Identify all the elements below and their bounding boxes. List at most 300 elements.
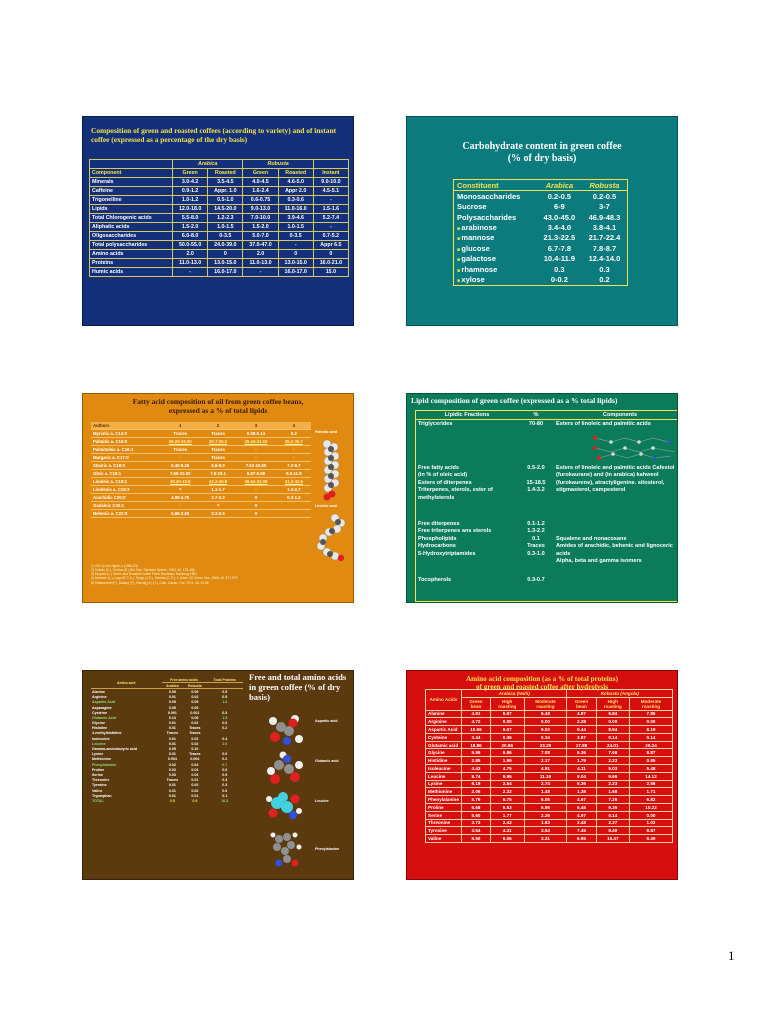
- table-cell: 6.0-8.0: [173, 232, 208, 241]
- hydrolysis-table: Amino Acids Arabica (Haiti) Robusta (Angola) Green bean High roasting Moderate roasting Green bean High roasting Moderate roasting Alanine 4.91 5.97 5.48 4.87 6.84 7.85 Arginine 4.72 0.00 0.00 2.28 0.00 0.00 Aspartic Acid 10.59 9.07 9.02 9.44 8.94 8.19 Cysteine 3.44 0.36 0.34 3.87 0.14 0.14 Glutamic acid 18.86 20.86 23.29 17.88 24.01 29.24 Glycine 5.99 6.86 7.08 6.36 7.68 8.87 Histidine 2.85 1.99 2.17 1.79 2.23 0.85 Isoleucine 4.43 4.75 4.91 4.11 5.03 5.48 Leucine 8.74 9.95 11.19 9.04 9.65 14.12 Lysine 6.19 2.54 2.74 5.36 2.23 2.56 Methionine 2.06 2.32 1.48 1.39 1.68 1.71 Phenylalanine 5.79 6.75 6.05 4.67 7.26 6.82 Proline 6.58 6.53 6.96 6.46 9.35 10.22 Serine 5.60 1.77 2.26 4.97 0.14 0.00 Threonine 3.73 2.43 1.83 3.48 2.37 1.02 Tyrosine 3.54 4.31 3.54 7.45 9.49 8.87 Valine 5.50 6.06 3.31 6.95 10.47 9.49: [425, 689, 673, 843]
- row-label: Cysteine: [92, 710, 107, 715]
- table-cell: 6.75: [491, 796, 524, 804]
- robusta-value: 0.3: [599, 264, 610, 274]
- column-header: 1: [159, 422, 201, 430]
- table-cell: 3.54: [461, 827, 490, 835]
- row-label: Tryptophan: [92, 793, 112, 798]
- table-row: [91, 446, 311, 454]
- table-cell: 5.60: [461, 811, 490, 819]
- lipid-components: Esters of linoleic and palmitic acids Cafestol (furokaurane) and (in arabica) kahweol (furokaurene), atractyligenine. sitosterol, stigmasterol, campesterol: [556, 464, 675, 494]
- table-cell: 0.85: [630, 757, 673, 765]
- table-row: [426, 803, 673, 811]
- table-cell: Appr 2.0: [278, 187, 313, 196]
- row-label: Sucrose: [457, 202, 487, 212]
- row-label: Lysine: [426, 780, 462, 788]
- table-cell: 18.86: [461, 741, 490, 749]
- column-header: Authors: [91, 422, 159, 430]
- table-cell: -: [235, 454, 277, 462]
- table-cell: 14.12: [630, 772, 673, 780]
- table-cell: 0.00: [491, 718, 524, 726]
- table-cell: 16.0-21.0: [313, 259, 348, 268]
- table-row: [91, 510, 311, 518]
- row-label: Stearic a. C18:0: [91, 462, 159, 470]
- table-cell: 0.01: [168, 695, 176, 700]
- row-label: Asparagine: [92, 705, 112, 710]
- table-cell: 1.48: [524, 788, 567, 796]
- table-cell: 3.9-4.6: [278, 214, 313, 223]
- table-cell: 0: [278, 250, 313, 259]
- palmitic-acid-label: Palmitic acid: [315, 430, 337, 434]
- table-cell: 0.01: [168, 726, 176, 731]
- table-cell: 1.5-2.0: [173, 223, 208, 232]
- slide-green-roasted-composition: [82, 116, 354, 326]
- table-cell: 0.5: [222, 689, 228, 694]
- table-row: [91, 470, 311, 478]
- table-cell: 0.8: [192, 798, 198, 803]
- table-cell: 0.00: [630, 811, 673, 819]
- table-row: [91, 454, 311, 462]
- table-cell: 0.65-2.60: [159, 510, 201, 518]
- glutamic-acid-label: Glutamic acid: [315, 759, 339, 763]
- row-label: galactose: [461, 254, 497, 264]
- column-header: Roasted: [278, 169, 313, 178]
- table-cell: 3.73: [461, 819, 490, 827]
- arabica-value: 0-0.2: [550, 274, 568, 284]
- table-row: [426, 718, 673, 726]
- table-cell: 0.34: [524, 733, 567, 741]
- table-cell: 1.39: [567, 788, 596, 796]
- table-cell: 0.08: [191, 715, 199, 720]
- table-cell: 5.79: [461, 796, 490, 804]
- table-cell: -: [159, 454, 201, 462]
- bullet-icon: ■: [457, 277, 462, 284]
- robusta-value: 12.4-14.0: [588, 254, 621, 264]
- table-row: [426, 819, 673, 827]
- table-cell: 3.48: [567, 819, 596, 827]
- table-cell: 16.0-17.0: [278, 268, 313, 277]
- table-cell: 3.54: [524, 827, 567, 835]
- slide1-title: Composition of green and roasted coffees (according to variety) and of instant coffee (expressed as a percentage of the dry basis): [91, 126, 337, 144]
- table-row: [454, 243, 628, 253]
- table-cell: Traces: [201, 454, 235, 462]
- table-cell: 1.6-2.4: [243, 187, 278, 196]
- table-cell: 29.24: [630, 741, 673, 749]
- row-label: Threonine: [426, 819, 462, 827]
- row-label: Isoleucine: [426, 765, 462, 773]
- table-cell: 2.28: [567, 718, 596, 726]
- lipid-percent: 0.3-0.7: [527, 576, 545, 583]
- table-cell: X: [235, 502, 277, 510]
- table-cell: 1.0-1.2: [173, 196, 208, 205]
- row-label: 3-methylhistidine: [92, 731, 122, 736]
- table-cell: 42.2-45.9: [201, 478, 235, 486]
- arabica-value: 6-9: [553, 202, 565, 212]
- table-cell: 4.6-5.0: [278, 178, 313, 187]
- table-cell: 0.3-1.3: [277, 494, 311, 502]
- table-cell: 9.49: [630, 835, 673, 843]
- table-cell: -: [235, 486, 277, 494]
- table-cell: 0.01: [168, 752, 176, 757]
- table-cell: 13.0-15.0: [208, 259, 243, 268]
- arabica-value: 10.4-11.9: [543, 254, 576, 264]
- row-label: Threonine: [92, 778, 110, 783]
- row-label: Glutamic acid: [426, 741, 462, 749]
- table-cell: 4.5-5.1: [313, 187, 348, 196]
- table-cell: ?: [159, 486, 201, 494]
- table-cell: 0.7-5.2: [313, 232, 348, 241]
- table-row: [426, 780, 673, 788]
- table-cell: 0.004: [167, 757, 177, 762]
- table-cell: 2.17: [524, 757, 567, 765]
- table-cell: 15.0: [313, 268, 348, 277]
- table-cell: 0.5: [169, 798, 175, 803]
- linoleic-acid-molecule-icon: [315, 512, 347, 562]
- table-cell: 2.54: [491, 780, 524, 788]
- table-cell: 6.53: [491, 803, 524, 811]
- row-label: Serine: [92, 772, 103, 777]
- table-cell: 8.87-9.58: [235, 470, 277, 478]
- row-label: Tyrosine: [426, 827, 462, 835]
- table-cell: 2.37: [596, 819, 629, 827]
- table-cell: 2.7-3.3: [201, 494, 235, 502]
- table-cell: 9.0-10.0: [313, 178, 348, 187]
- table-cell: 8.74: [461, 772, 490, 780]
- table-cell: 16.0-17.0: [208, 268, 243, 277]
- table-cell: 1.0-1.5: [208, 223, 243, 232]
- table-cell: 5.97: [491, 710, 524, 718]
- row-label: Proline: [92, 767, 105, 772]
- triglyceride-molecule-icon: [591, 432, 678, 464]
- row-label: Lysine: [92, 752, 104, 757]
- row-label: Oleic a. C18:1: [91, 470, 159, 478]
- table-cell: 0.09: [191, 689, 199, 694]
- table-cell: 20.86: [491, 741, 524, 749]
- table-cell: -: [278, 241, 313, 250]
- table-cell: 0.04: [191, 762, 199, 767]
- column-header: 3: [235, 422, 277, 430]
- lipid-components: Squalene and nonacosane Amides of arachidic, behenic and lignoceric acids Alpha, beta and gamma isomers: [556, 535, 673, 565]
- table-row: [91, 462, 311, 470]
- row-label: Total Chlorogenic acids: [90, 214, 173, 223]
- row-label: Phenylalanine: [426, 796, 462, 804]
- table-cell: Traces: [166, 731, 179, 736]
- table-row: [90, 223, 349, 232]
- column-header-row: [90, 169, 349, 178]
- table-cell: 4.91: [461, 710, 490, 718]
- table-cell: 0-3.5: [208, 232, 243, 241]
- table-cell: 5.0-7.0: [243, 232, 278, 241]
- arabica-value: 0.2-0.5: [547, 191, 572, 201]
- table-cell: 0.6-0.75: [243, 196, 278, 205]
- row-label: Aspartic Acid: [92, 700, 116, 705]
- table-row: [90, 268, 349, 277]
- aspartic-acid-label: Aspartic acid: [315, 719, 338, 723]
- lipid-table: Lipidic Fractions % Components Triglycerides 70-80 Esters of linoleic and palmitic acids Free fatty acids (in % of oleic acid) Esters of diterpenes Triterpenes, sterols, ester of methylsterols 0.5-2.0 15-18.5 1.4-3.2 Esters of linoleic and palmitic acids Cafestol (furokaurane) and (in arabica) kahweol (furokaurene), atractyligenine. sitosterol, stigmasterol, campesterol Free diterpenes Free triterpenes ans sterols Phospholipids Hydrocarbons 5-Hydroxytriptamides 0.1-1.2 1.3-2.2 0.1 Traces 0.3-1.0 Squalene and nonacosane Amides of arachidic, behenic and lignoceric acids Alpha, beta and gamma isomers Tocopherols 0.3-0.7: [416, 411, 678, 585]
- table-cell: 0.14: [630, 733, 673, 741]
- table-cell: 0.004: [190, 757, 200, 762]
- bullet-icon: ■: [457, 236, 462, 243]
- table-cell: 0.00: [630, 718, 673, 726]
- table-cell: 5.5-8.0: [173, 214, 208, 223]
- table-cell: 0.02: [168, 762, 176, 767]
- table-cell: 36.64-43.08: [235, 478, 277, 486]
- row-label: glucose: [461, 243, 490, 253]
- table-row: [416, 520, 678, 576]
- table-cell: 0.3: [222, 783, 228, 788]
- table-cell: 1.99: [491, 757, 524, 765]
- table-row: [91, 502, 311, 510]
- column-header: 2: [201, 422, 235, 430]
- table-cell: 8.87: [630, 749, 673, 757]
- table-cell: 0.02: [191, 788, 199, 793]
- table-row: [426, 772, 673, 780]
- carbohydrate-table: [453, 179, 628, 286]
- table-row: [426, 796, 673, 804]
- table-cell: 5.99: [461, 749, 490, 757]
- table-cell: 0.00: [596, 718, 629, 726]
- robusta-value: 0.2: [599, 274, 610, 284]
- slide2-title: Carbohydrate content in green coffee (% of dry basis): [462, 141, 622, 164]
- table-cell: -: [243, 268, 278, 277]
- table-cell: 0.6: [222, 752, 228, 757]
- table-cell: 9.02: [524, 726, 567, 734]
- table-cell: 41.2-42.6: [277, 478, 311, 486]
- bullet-icon: ■: [457, 226, 462, 232]
- robusta-value: 46.9-48.3: [588, 212, 621, 222]
- phenylalanine-molecule-icon: [265, 829, 305, 869]
- table-cell: 7.26: [596, 796, 629, 804]
- table-cell: ?: [201, 502, 235, 510]
- table-cell: 0.3-0.5: [201, 510, 235, 518]
- robusta-value: 3-7: [599, 202, 610, 212]
- reference-item: 4) Hartman (L.), Lago (R.C.A.), Tango (J.S.), Teixeira (C.G.), J. Amer. Oil Chem. Soc. 1968, 45, 577-579: [91, 576, 238, 581]
- table-cell: Traces: [201, 430, 235, 438]
- row-label: Proteins: [90, 259, 173, 268]
- table-cell: 0.08-0.14: [235, 430, 277, 438]
- table-cell: 12.0-18.0: [173, 205, 208, 214]
- lipid-components: [554, 576, 678, 586]
- linoleic-acid-label: Linoleic acid: [315, 504, 337, 508]
- column-header: Component: [90, 169, 173, 178]
- table-cell: 2.26: [524, 811, 567, 819]
- palmitic-acid-molecule-icon: [319, 438, 343, 502]
- row-label: Lipids: [90, 205, 173, 214]
- slide-amino-acid-hydrolysis: [406, 670, 678, 880]
- slide-fatty-acid-composition: [82, 393, 354, 603]
- table-cell: 0: [208, 250, 243, 259]
- table-row: [91, 494, 311, 502]
- table-cell: 1.83: [524, 819, 567, 827]
- table-cell: 8.19: [630, 726, 673, 734]
- row-label: Glycine: [426, 749, 462, 757]
- table-cell: 0.5-1.0: [208, 196, 243, 205]
- table-cell: 7.45: [567, 827, 596, 835]
- table-cell: 1.79: [567, 757, 596, 765]
- table-cell: 0.13: [168, 715, 176, 720]
- slide4-title: Lipid composition of green coffee (expressed as a % total lipids): [411, 396, 618, 405]
- table-cell: 0.2: [222, 757, 228, 762]
- table-row: [426, 757, 673, 765]
- table-cell: 2.23: [596, 780, 629, 788]
- table-cell: 24.0-39.0: [208, 241, 243, 250]
- references-list: [91, 564, 321, 585]
- table-cell: 9.65: [596, 772, 629, 780]
- bullet-icon: ■: [457, 246, 462, 253]
- table-cell: 7.08: [524, 749, 567, 757]
- table-cell: 2.56: [630, 780, 673, 788]
- table-cell: 10.47: [596, 835, 629, 843]
- table-cell: 3.5-4.5: [208, 178, 243, 187]
- aspartic-acid-molecule-icon: [265, 713, 305, 747]
- table-row: [91, 798, 243, 803]
- table-cell: 0.36: [491, 733, 524, 741]
- row-label: Alanine: [426, 710, 462, 718]
- column-header: Moderate roasting: [524, 697, 567, 710]
- row-label: Alanine: [92, 689, 105, 694]
- table-cell: 10.59: [461, 726, 490, 734]
- table-cell: 9.49: [596, 827, 629, 835]
- table-row: [426, 827, 673, 835]
- column-header: High roasting: [491, 697, 524, 710]
- table-cell: 4.72: [461, 718, 490, 726]
- column-header: Instant: [313, 169, 348, 178]
- table-cell: Traces: [201, 446, 235, 454]
- table-cell: -: [235, 446, 277, 454]
- table-cell: 4.05-4.75: [159, 494, 201, 502]
- table-cell: 1.5-1.6: [313, 205, 348, 214]
- table-cell: 0.001: [167, 710, 177, 715]
- table-cell: 5.50: [461, 835, 490, 843]
- table-cell: Traces: [189, 752, 201, 757]
- arabica-value: 43.0-45.0: [543, 212, 576, 222]
- row-label: rhamnose: [461, 264, 498, 274]
- row-label: xylose: [461, 274, 485, 284]
- table-cell: 1.5-2.0: [243, 223, 278, 232]
- row-label: Methionine: [92, 757, 111, 762]
- row-label: Caffeine: [90, 187, 173, 196]
- table-cell: 9.0-13.0: [243, 205, 278, 214]
- table-cell: 39.40-43.8: [159, 478, 201, 486]
- table-cell: 2.85: [461, 757, 490, 765]
- table-cell: 5.48: [630, 765, 673, 773]
- table-row: [416, 464, 678, 520]
- table-row: [91, 438, 311, 446]
- table-cell: 9.35: [596, 803, 629, 811]
- lipid-fraction: Triglycerides: [418, 421, 453, 427]
- arabica-value: 0.3: [554, 264, 565, 274]
- table-row: [90, 205, 349, 214]
- table-row: [426, 811, 673, 819]
- amino-acid-table: Amino acid Free amino acids Total Proteins Arabica Robusta Alanine 0.05 0.09 0.5 Arginine 0.01 0.02 0.5 Aspartic Acid 0.05 0.09 1.0 Asparagine 0.05 0.09 Cysteine 0.001 0.001 0.3 Glutamic Acid 0.13 0.08 1.9 Glycine 0.01 0.02 0.6 Histidine 0.01 Traces 0.2 3-methylhistidine Traces Traces Isoleucine 0.01 0.02 0.4 Leucine 0.01 0.02 1.0 Gamma-aminobutyric acid 0.05 0.10 Lysine 0.01 Traces 0.6 Methionine 0.004 0.004 0.2 Phenylalanine 0.02 0.04 0.7 Proline 0.03 0.04 0.6 Serine 0.03 0.04 0.5 Threonine Traces 0.01 0.3 Tyrosine 0.01 0.02 0.3 Valine 0.01 0.02 0.6 Tryptophan 0.01 0.01 0.1 TOTAL 0.5 0.8 10.2: [91, 677, 243, 804]
- leucine-label: Leucine: [315, 799, 329, 803]
- table-cell: 0.01: [191, 778, 199, 783]
- table-cell: 1.77: [491, 811, 524, 819]
- fatty-acid-table: [91, 422, 311, 518]
- table-cell: 1.3-2.7: [277, 486, 311, 494]
- table-row: [91, 478, 311, 486]
- slide-lipid-composition: [406, 393, 678, 603]
- row-label: Total polysaccharides: [90, 241, 173, 250]
- table-row: [426, 726, 673, 734]
- row-label: Amino acids: [90, 250, 173, 259]
- table-cell: 9.07: [491, 726, 524, 734]
- bullet-icon: ■: [457, 267, 462, 274]
- table-cell: 5.2-7.4: [313, 214, 348, 223]
- column-header: Robusta: [582, 180, 628, 191]
- table-cell: 1.1-1.7: [201, 486, 235, 494]
- table-cell: Traces: [159, 446, 201, 454]
- column-header: High roasting: [596, 697, 629, 710]
- table-cell: 0.09: [191, 700, 199, 705]
- table-cell: [277, 510, 311, 518]
- table-row: [426, 741, 673, 749]
- table-row: [90, 196, 349, 205]
- table-cell: 0.5: [222, 772, 228, 777]
- table-cell: 4.87: [567, 710, 596, 718]
- table-cell: 5.36: [567, 780, 596, 788]
- table-cell: 0.14: [596, 811, 629, 819]
- table-cell: 1.9: [222, 715, 228, 720]
- table-row: [426, 710, 673, 718]
- table-cell: 0.01: [168, 721, 176, 726]
- reference-item: 5) Chassevent (F.), Dalang (F.), Gerwig (S.) (J.), Cafe, Cacao, The. 1974, 18, 49-56: [91, 580, 209, 585]
- table-cell: 8.94: [596, 726, 629, 734]
- row-label: Oligosaccharides: [90, 232, 173, 241]
- column-header: Moderate roasting: [630, 697, 673, 710]
- table-cell: Traces: [166, 778, 179, 783]
- slide6-title: Amino acid composition (as a % of total proteins) of green and roasted coffee after hydrolysis: [465, 675, 618, 692]
- table-cell: 6.05: [524, 796, 567, 804]
- table-cell: 0.05: [168, 705, 176, 710]
- row-label: Monosaccharides: [457, 191, 521, 201]
- table-cell: 0.2: [222, 726, 228, 731]
- arabica-value: 6.7-7.8: [547, 243, 572, 253]
- table-cell: 25.44-41.15: [235, 438, 277, 446]
- row-label: Histidine: [92, 726, 108, 731]
- table-cell: 4.67: [567, 796, 596, 804]
- lipid-percent: 0.5-2.0 15-18.5 1.4-3.2: [526, 464, 546, 494]
- column-header: Arabica: [537, 180, 582, 191]
- table-cell: 0.14: [596, 733, 629, 741]
- row-label: arabinose: [461, 223, 497, 232]
- table-cell: 0.2: [277, 430, 311, 438]
- robusta-value: 3.8-4.1: [592, 223, 617, 232]
- table-cell: 0.02: [191, 695, 199, 700]
- table-cell: 0.00: [524, 718, 567, 726]
- table-cell: Traces: [189, 731, 201, 736]
- table-cell: 4.91: [524, 765, 567, 773]
- row-label: Glycine: [92, 721, 105, 726]
- table-cell: 3.31: [524, 835, 567, 843]
- table-cell: 9.95: [491, 772, 524, 780]
- table-cell: 0.1: [222, 793, 228, 798]
- robusta-value: 0.2-0.5: [592, 191, 617, 201]
- row-label: Tyrosine: [92, 783, 107, 788]
- table-row: [426, 835, 673, 843]
- table-cell: -: [277, 446, 311, 454]
- table-cell: 0.02: [191, 783, 199, 788]
- table-cell: 2.0: [243, 250, 278, 259]
- lipid-percent: 70-80: [528, 421, 544, 427]
- table-cell: 0.3-0.6: [278, 196, 313, 205]
- table-cell: 6.95: [567, 835, 596, 843]
- table-cell: -: [159, 502, 201, 510]
- table-cell: 6.84: [596, 710, 629, 718]
- table-row: [454, 191, 628, 202]
- table-cell: 24.01: [596, 741, 629, 749]
- table-cell: 0.001: [190, 710, 200, 715]
- table-cell: -: [173, 268, 208, 277]
